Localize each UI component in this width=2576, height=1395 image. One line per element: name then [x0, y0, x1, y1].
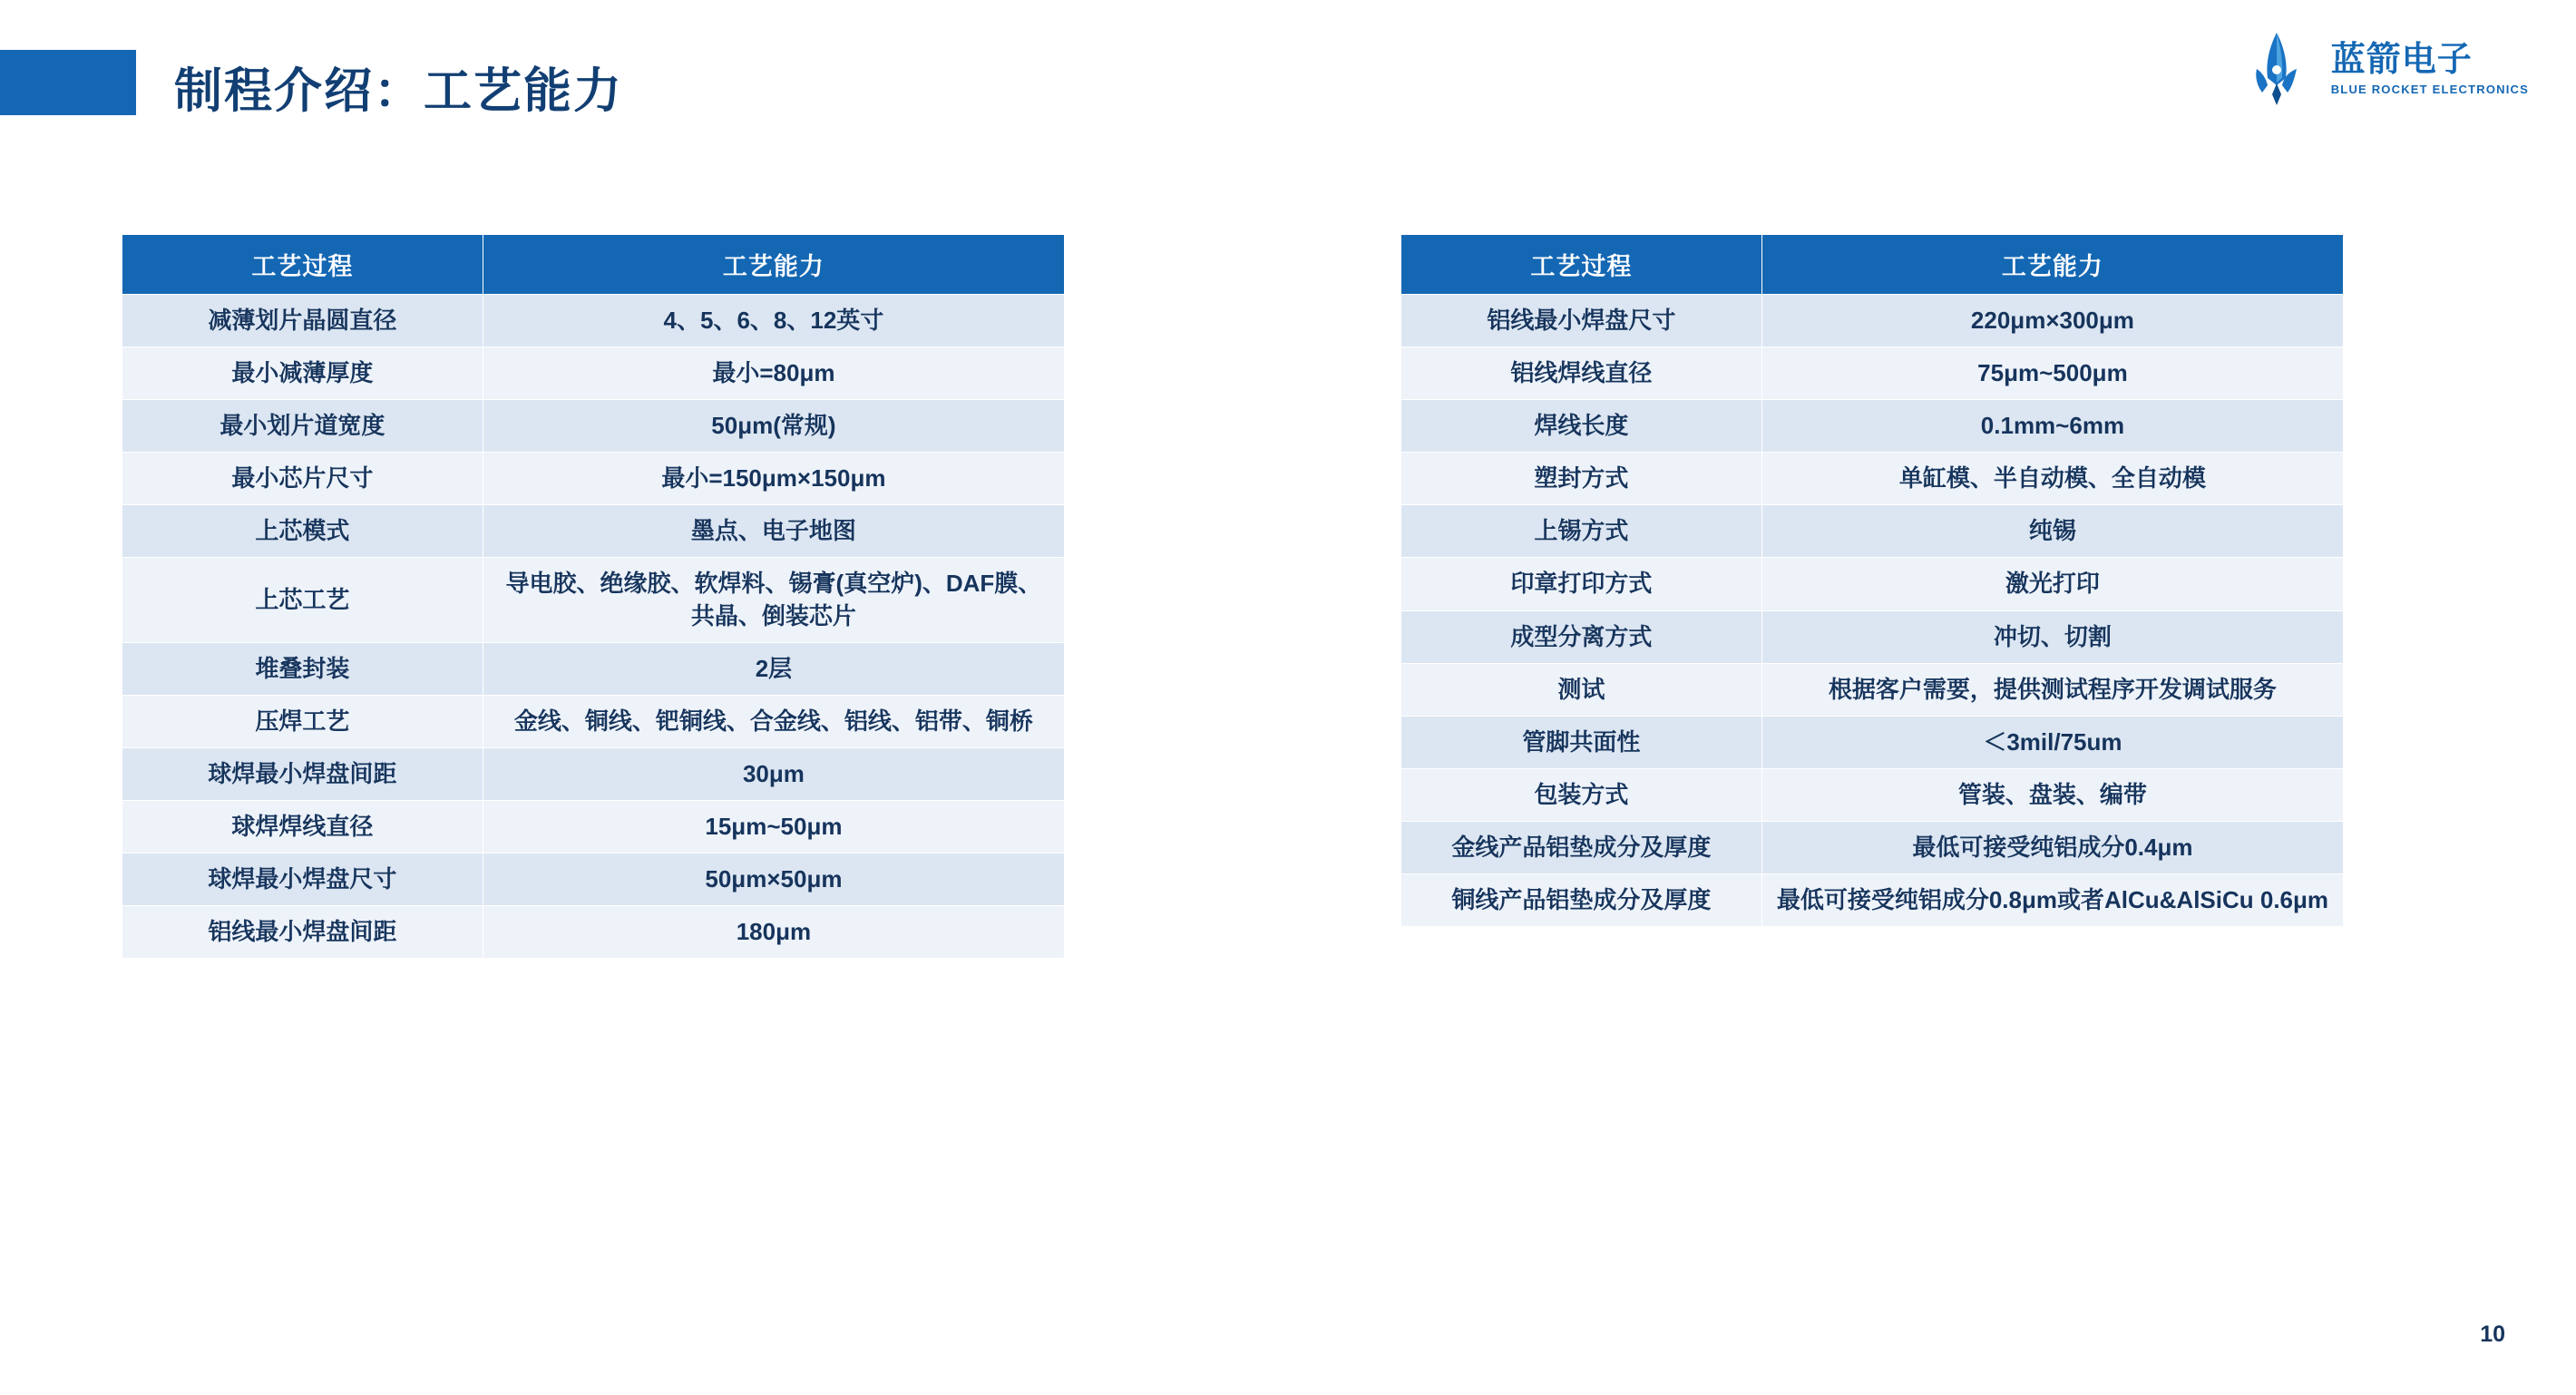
table-left-body — [122, 295, 1065, 959]
company-logo — [2235, 27, 2529, 111]
table-row — [122, 347, 1065, 400]
cell-process-name: 最小减薄厚度 — [122, 347, 483, 400]
cell-process-name: 印章打印方式 — [1401, 558, 1762, 610]
cell-capability-value: 激光打印 — [1761, 558, 2343, 610]
cell-process-name: 压焊工艺 — [122, 695, 483, 747]
table-row — [1401, 295, 2344, 347]
table-right-header-process: 工艺过程 — [1401, 235, 1762, 295]
table-row — [1401, 558, 2344, 610]
capability-tables — [0, 234, 2576, 1232]
cell-process-name: 铝线最小焊盘尺寸 — [1401, 295, 1762, 347]
table-left-header-process: 工艺过程 — [122, 235, 483, 295]
cell-capability-value: 最低可接受纯铝成分0.8μm或者AlCu&AlSiCu 0.6μm — [1761, 874, 2343, 927]
table-row — [122, 400, 1065, 453]
cell-capability-value: 墨点、电子地图 — [483, 505, 1064, 558]
cell-process-name: 上芯工艺 — [122, 558, 483, 642]
cell-capability-value: 最低可接受纯铝成分0.4μm — [1761, 821, 2343, 873]
table-row — [122, 906, 1065, 959]
cell-capability-value: 220μm×300μm — [1761, 295, 2343, 347]
cell-process-name: 成型分离方式 — [1401, 610, 1762, 663]
table-row — [1401, 874, 2344, 927]
cell-capability-value: 50μm×50μm — [483, 854, 1064, 906]
table-row — [122, 505, 1065, 558]
cell-capability-value: 50μm(常规) — [483, 400, 1064, 453]
cell-capability-value: 管装、盘装、编带 — [1761, 768, 2343, 821]
cell-capability-value: 180μm — [483, 906, 1064, 959]
cell-capability-value: 冲切、切割 — [1761, 610, 2343, 663]
logo-name-cn: 蓝箭电子 — [2330, 41, 2473, 79]
cell-capability-value: 15μm~50μm — [483, 800, 1064, 853]
cell-process-name: 金线产品铝垫成分及厚度 — [1401, 821, 1762, 873]
cell-capability-value: 0.1mm~6mm — [1761, 400, 2343, 453]
table-row — [1401, 453, 2344, 505]
cell-process-name: 上锡方式 — [1401, 505, 1762, 558]
cell-process-name: 最小芯片尺寸 — [122, 453, 483, 505]
table-row — [122, 800, 1065, 853]
table-row — [1401, 716, 2344, 768]
cell-process-name: 最小划片道宽度 — [122, 400, 483, 453]
cell-process-name: 包装方式 — [1401, 768, 1762, 821]
process-capability-table-left — [122, 234, 1065, 959]
cell-capability-value: 纯锡 — [1761, 505, 2343, 558]
table-row — [122, 747, 1065, 800]
cell-process-name: 上芯模式 — [122, 505, 483, 558]
logo-text — [2331, 43, 2529, 95]
cell-capability-value: 单缸模、半自动模、全自动模 — [1761, 453, 2343, 505]
cell-capability-value: 30μm — [483, 747, 1064, 800]
cell-process-name: 球焊最小焊盘间距 — [122, 747, 483, 800]
table-row — [122, 854, 1065, 906]
table-row — [1401, 505, 2344, 558]
table-row — [1401, 768, 2344, 821]
rocket-logo-icon — [2235, 27, 2318, 111]
cell-capability-value: 最小=150μm×150μm — [483, 453, 1064, 505]
table-row — [122, 695, 1065, 747]
cell-capability-value: 4、5、6、8、12英寸 — [483, 295, 1064, 347]
cell-capability-value: 导电胶、绝缘胶、软焊料、锡膏(真空炉)、DAF膜、共晶、倒装芯片 — [483, 558, 1064, 642]
title-accent-bar — [0, 50, 136, 115]
table-row — [1401, 347, 2344, 400]
cell-capability-value: 75μm~500μm — [1761, 347, 2343, 400]
table-row — [122, 558, 1065, 642]
table-row — [1401, 610, 2344, 663]
cell-process-name: 铜线产品铝垫成分及厚度 — [1401, 874, 1762, 927]
cell-process-name: 铝线最小焊盘间距 — [122, 906, 483, 959]
page-number: 10 — [2480, 1322, 2505, 1347]
cell-capability-value: 最小=80μm — [483, 347, 1064, 400]
cell-capability-value: ＜3mil/75um — [1761, 716, 2343, 768]
table-right-body — [1401, 295, 2344, 927]
cell-process-name: 球焊最小焊盘尺寸 — [122, 854, 483, 906]
cell-capability-value: 金线、铜线、钯铜线、合金线、铝线、铝带、铜桥 — [483, 695, 1064, 747]
cell-capability-value: 根据客户需要，提供测试程序开发调试服务 — [1761, 663, 2343, 716]
cell-process-name: 塑封方式 — [1401, 453, 1762, 505]
cell-process-name: 球焊焊线直径 — [122, 800, 483, 853]
page-title: 制程介绍：工艺能力 — [174, 64, 623, 118]
logo-name-en: BLUE ROCKET ELECTRONICS — [2330, 83, 2529, 96]
table-left-header-capability: 工艺能力 — [483, 235, 1064, 295]
table-row — [1401, 821, 2344, 873]
cell-process-name: 减薄划片晶圆直径 — [122, 295, 483, 347]
cell-process-name: 堆叠封装 — [122, 642, 483, 695]
cell-process-name: 铝线焊线直径 — [1401, 347, 1762, 400]
table-right-header-capability: 工艺能力 — [1761, 235, 2343, 295]
process-capability-table-right — [1400, 234, 2344, 927]
table-row — [1401, 663, 2344, 716]
table-row — [1401, 400, 2344, 453]
cell-capability-value: 2层 — [483, 642, 1064, 695]
cell-process-name: 焊线长度 — [1401, 400, 1762, 453]
table-row — [122, 453, 1065, 505]
cell-process-name: 测试 — [1401, 663, 1762, 716]
table-row — [122, 295, 1065, 347]
cell-process-name: 管脚共面性 — [1401, 716, 1762, 768]
table-row — [122, 642, 1065, 695]
